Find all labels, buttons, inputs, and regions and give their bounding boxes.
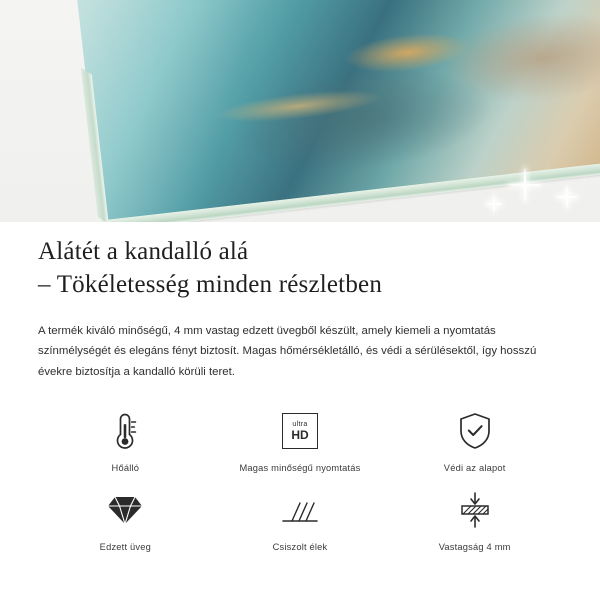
feature-item-thickness xyxy=(387,487,562,552)
feature-label: Hőálló xyxy=(111,462,140,473)
page-title-line-1: Alátét a kandalló alá xyxy=(38,238,249,265)
polished-edges-icon xyxy=(280,487,320,533)
ultra-hd-badge-bottom: HD xyxy=(291,427,309,442)
feature-label: Magas minőségű nyomtatás xyxy=(239,462,361,473)
glass-panel-print xyxy=(64,0,600,222)
ultra-hd-badge-top: ultra xyxy=(292,420,308,428)
thermometer-icon xyxy=(111,408,139,454)
feature-item-heat-resistant xyxy=(38,408,213,473)
thickness-icon xyxy=(455,487,495,533)
glass-panel-wrapper xyxy=(0,0,600,222)
feature-label: Vastagság 4 mm xyxy=(438,541,511,552)
glass-sheen-overlay xyxy=(64,0,600,222)
feature-item-polished-edges xyxy=(213,487,388,552)
page-title xyxy=(38,236,562,301)
ultra-hd-icon xyxy=(282,408,318,454)
product-description-text: A termék kiváló minőségű, 4 mm vastag edzett üvegből készült, amely kiemeli a nyomtatás színmélységét és elegáns fényt biztosít. Magas hőmérsékletálló, és védi a sérülésektől, így hosszú évekre biztosítja a kandalló körüli teret. xyxy=(38,325,537,378)
hero-product-image xyxy=(0,0,600,222)
ultra-hd-badge xyxy=(282,413,318,449)
content-section xyxy=(0,222,600,552)
feature-label: Védi az alapot xyxy=(443,462,506,473)
shield-check-icon xyxy=(457,408,493,454)
feature-label: Csiszolt élek xyxy=(272,541,328,552)
diamond-icon xyxy=(106,487,144,533)
feature-item-protects-surface xyxy=(387,408,562,473)
page-title-line-2: – Tökéletesség minden részletben xyxy=(38,270,383,298)
feature-item-print-quality xyxy=(213,408,388,473)
feature-item-tempered-glass xyxy=(38,487,213,552)
feature-grid xyxy=(38,408,562,552)
feature-label: Edzett üveg xyxy=(99,541,151,552)
